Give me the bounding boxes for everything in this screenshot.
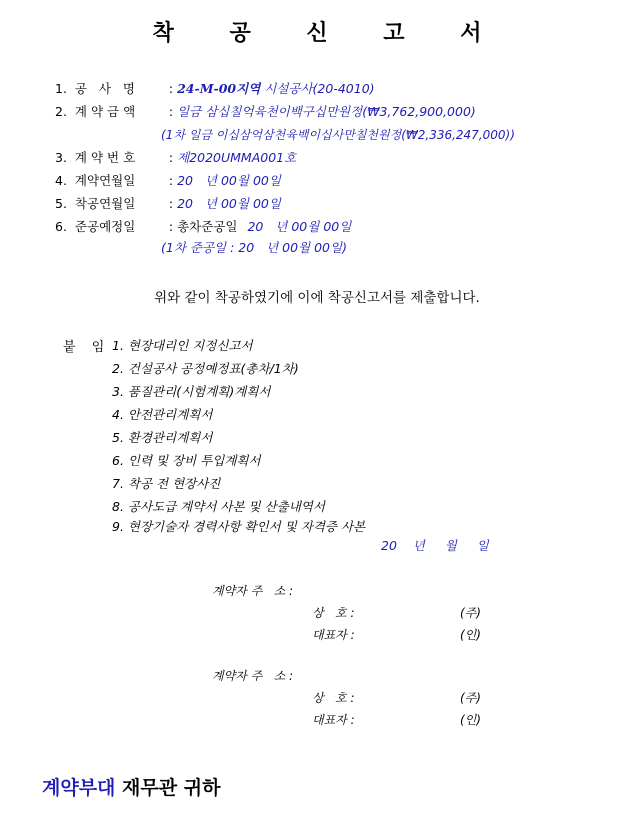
field-value: 20 년 00월 00일 — [247, 219, 352, 234]
recipient-title: 재무관 귀하 — [115, 777, 221, 799]
attachment-item: 8. 공사도급 계약서 사본 및 산출내역서 — [112, 499, 325, 514]
field-start-date — [55, 196, 281, 212]
field-label: 준공예정일 — [74, 219, 136, 234]
rep-seal-mark: (인) — [460, 713, 481, 727]
colon: : — [168, 173, 174, 188]
field-number: 3. — [55, 150, 67, 165]
attachment-item: 3. 품질관리(시험계획)계획서 — [112, 384, 271, 399]
contractor-company-label: 상 호 : — [312, 606, 355, 620]
field-number: 5. — [55, 196, 67, 211]
field-value: 제2020UMMA001호 — [177, 150, 297, 165]
company-seal-mark: (주) — [460, 691, 481, 705]
recipient-department: 계약부대 — [42, 777, 116, 799]
field-number: 4. — [55, 173, 67, 188]
attachment-item: 1. 현장대리인 지정신고서 — [112, 338, 253, 353]
company-seal-mark: (주) — [460, 606, 481, 620]
field-label: 계 약 금 액 — [74, 104, 136, 119]
colon: : — [168, 81, 174, 96]
field-label: 공 사 명 — [74, 81, 135, 96]
field-label: 계약연월일 — [74, 173, 136, 188]
attachment-item: 9. 현장기술자 경력사항 확인서 및 자격증 사본 — [112, 519, 366, 534]
field-value: 20 년 00월 00일 — [177, 196, 281, 211]
field-completion-date — [55, 219, 351, 235]
contractor-rep-label: 대표자 : — [312, 713, 355, 727]
contractor-rep-label: 대표자 : — [312, 628, 355, 642]
contractor-address-label: 계약자 주 소 : — [212, 584, 294, 598]
field-number: 1. — [55, 81, 67, 96]
attachment-item: 2. 건설공사 공정예정표(총차/1차) — [112, 361, 299, 376]
field-project-name — [55, 81, 375, 97]
field-label: 착공연월일 — [74, 196, 136, 211]
field-contract-amount-sub: (1차 일금 이십삼억삼천육백이십사만칠천원정(₩2,336,247,000)) — [161, 128, 515, 142]
recipient-line — [42, 773, 220, 800]
field-number: 6. — [55, 219, 67, 234]
field-completion-date-sub: (1차 준공일 : 20 년 00월 00일) — [161, 240, 347, 255]
submission-date: 20 년 월 일 — [381, 538, 489, 553]
colon: : — [168, 196, 174, 211]
field-number: 2. — [55, 104, 67, 119]
attachment-item: 4. 안전관리계획서 — [112, 407, 213, 422]
attachment-item: 5. 환경관리계획서 — [112, 430, 213, 445]
project-code: 24-M-00 — [177, 81, 237, 96]
field-value: 일금 삼십칠억육천이백구십만원정(₩3,762,900,000) — [177, 104, 476, 119]
rep-seal-mark: (인) — [460, 628, 481, 642]
colon: : — [168, 219, 174, 234]
colon: : — [168, 150, 174, 165]
field-label: 계 약 번 호 — [74, 150, 136, 165]
document-title: 착 공 신 고 서 — [152, 20, 506, 46]
attachment-item: 7. 착공 전 현장사진 — [112, 476, 221, 491]
contractor-company-label: 상 호 : — [312, 691, 355, 705]
project-region: 지역 — [236, 81, 261, 96]
field-contract-number — [55, 150, 296, 166]
colon: : — [168, 104, 174, 119]
field-value-prefix: 총차준공일 — [177, 219, 238, 234]
field-contract-amount — [55, 104, 476, 120]
attachments-label: 붙 임 — [63, 340, 111, 355]
attachment-item: 6. 인력 및 장비 투입계획서 — [112, 453, 261, 468]
field-value: 20 년 00월 00일 — [177, 173, 281, 188]
field-contract-date — [55, 173, 281, 189]
project-title: 시설공사(20-4010) — [260, 81, 375, 96]
contractor-address-label: 계약자 주 소 : — [212, 669, 294, 683]
submission-statement: 위와 같이 착공하였기에 이에 착공신고서를 제출합니다. — [154, 290, 480, 306]
